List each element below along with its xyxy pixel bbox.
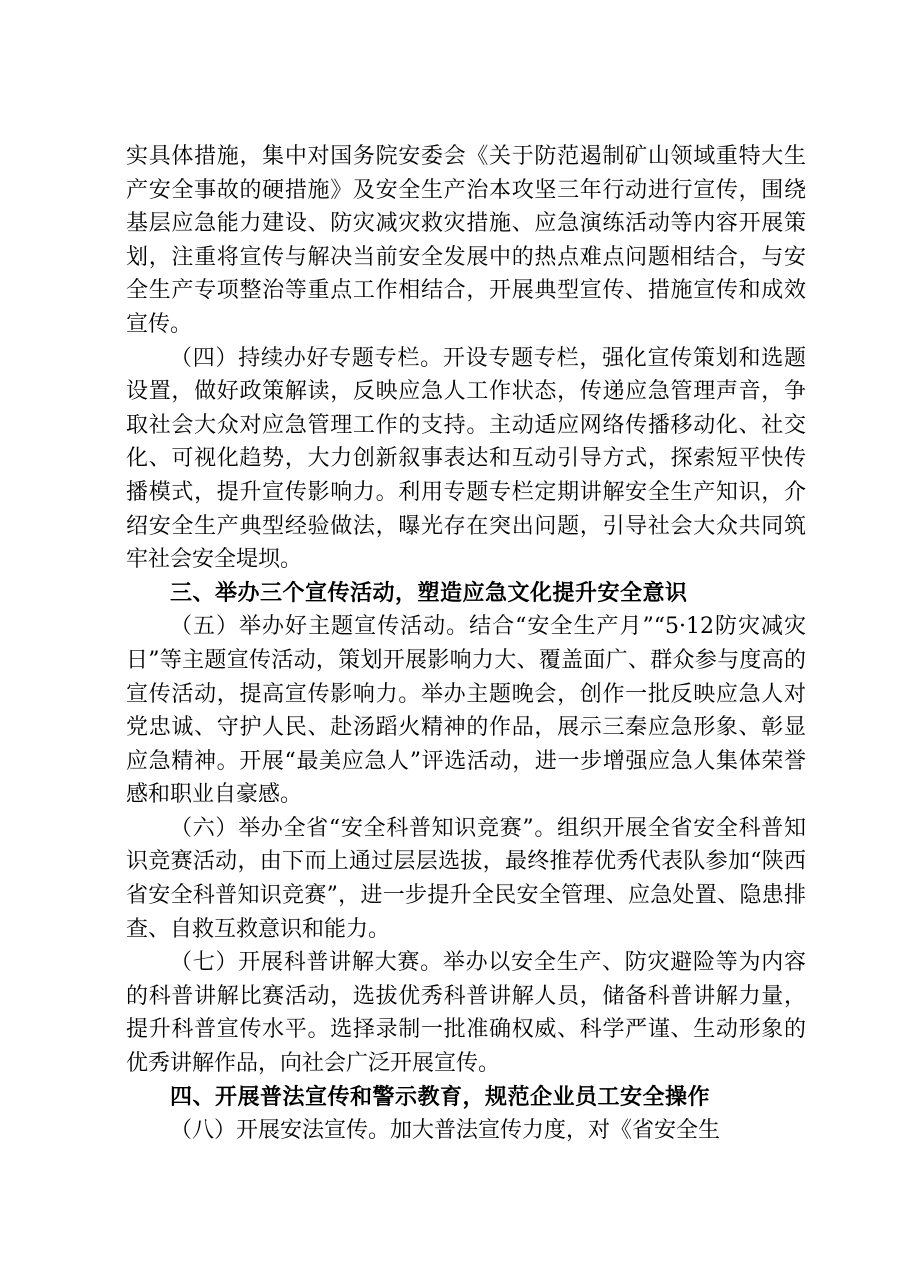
paragraph-item-4-special-columns: （四）持续办好专题专栏。开设专题专栏，强化宣传策划和选题设置，做好政策解读，反映应急人工作状态，传递应急管理声音，争取社会大众对应急管理工作的支持。主动适应网络传播移动化、社交化、可视化趋势，大力创新叙事表达和互动引导方式，探索短平快传播模式，提升宣传影响力。利用专题专栏定期讲解安全生产知识，介绍安全生产典型经验做法，曝光存在突出问题，引导社会大众共同筑牢社会安全堤坝。 <box>126 345 806 573</box>
section-heading-4: 四、开展普法宣传和警示教育，规范企业员工安全操作 <box>170 1084 711 1110</box>
paragraph-item-6-knowledge-contest: （六）举办全省“安全科普知识竞赛”。组织开展全省安全科普知识竞赛活动，由下而上通过层层选拔，最终推荐优秀代表队参加“陕西省安全科普知识竞赛”，进一步提升全民安全管理、应急处置、隐患排查、自救互救意识和能力。 <box>126 815 806 942</box>
section-heading-3: 三、举办三个宣传活动，塑造应急文化提升安全意识 <box>170 580 688 606</box>
paragraph-measures-continuation: 实具体措施，集中对国务院安委会《关于防范遏制矿山领域重特大生产安全事故的硬措施》及安全生产治本攻坚三年行动进行宣传，围绕基层应急能力建设、防灾减灾救灾措施、应急演练活动等内容开展策划，注重将宣传与解决当前安全发展中的热点难点问题相结合，与安全生产专项整治等重点工作相结合，开展典型宣传、措施宣传和成效宣传。 <box>126 144 806 337</box>
paragraph-item-5-theme-activities: （五）举办好主题宣传活动。结合“安全生产月”“5·12防灾减灾日”等主题宣传活动，策划开展影响力大、覆盖面广、群众参与度高的宣传活动，提高宣传影响力。举办主题晚会，创作一批反映应急人对党忠诚、守护人民、赴汤蹈火精神的作品，展示三秦应急形象、彰显应急精神。开展“最美应急人”评选活动，进一步增强应急人集体荣誉感和职业自豪感。 <box>126 614 806 808</box>
paragraph-item-7-lecture-contest: （七）开展科普讲解大赛。举办以安全生产、防灾避险等为内容的科普讲解比赛活动，选拔优秀科普讲解人员，储备科普讲解力量，提升科普宣传水平。选择录制一批准确权威、科学严谨、生动形象的优秀讲解作品，向社会广泛开展宣传。 <box>126 950 806 1077</box>
document-body <box>126 140 806 1148</box>
paragraph-item-8-law-publicity: （八）开展安法宣传。加大普法宣传力度，对《省安全生 <box>170 1118 721 1144</box>
